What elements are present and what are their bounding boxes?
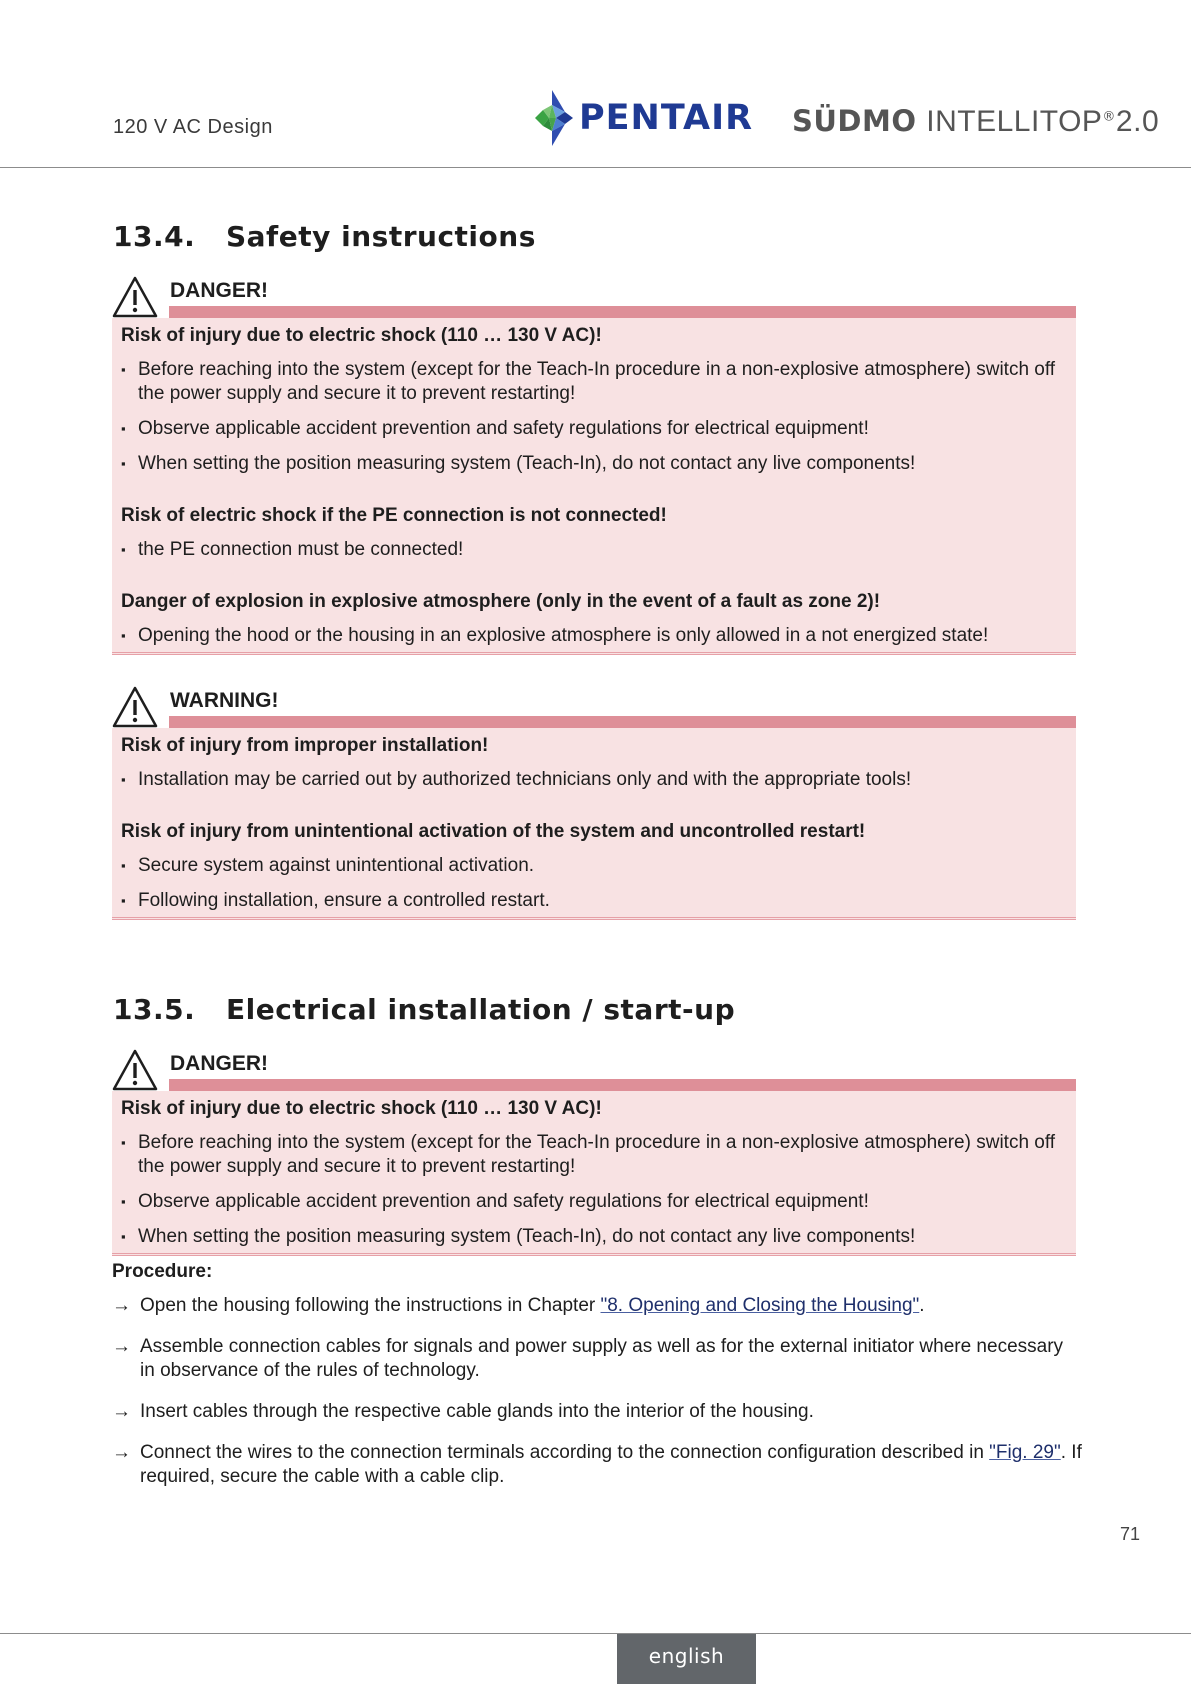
language-tab: english xyxy=(617,1634,756,1684)
product-brand: SÜDMO xyxy=(792,104,917,138)
procedure-block xyxy=(112,1261,1082,1506)
arrow-right-icon: → xyxy=(112,1401,131,1422)
procedure-step xyxy=(112,1335,1082,1383)
procedure-step xyxy=(112,1294,1082,1318)
hazard-heading: Risk of injury from improper installation! xyxy=(121,735,489,756)
step-text: Connect the wires to the connection terminals according to the connection configuration described in xyxy=(140,1442,990,1463)
arrow-right-icon: → xyxy=(112,1442,131,1463)
danger-label: DANGER! xyxy=(170,1052,268,1075)
arrow-right-icon: → xyxy=(112,1295,131,1316)
section-heading-13-4 xyxy=(113,220,536,253)
list-item: ▪ Before reaching into the system (except for the Teach-In procedure in a non-explosive atmosphere) switch off the power supply and secure it to prevent restarting! xyxy=(121,1131,1066,1179)
hazard-heading: Danger of explosion in explosive atmosphere (only in the event of a fault as zone 2)! xyxy=(121,591,881,612)
procedure-title: Procedure: xyxy=(112,1261,213,1282)
fig-29-link[interactable]: "Fig. 29" xyxy=(989,1442,1061,1463)
section-heading-13-5 xyxy=(113,993,735,1026)
procedure-step xyxy=(112,1441,1082,1489)
warning-triangle-icon xyxy=(112,276,158,318)
list-item: ▪ Observe applicable accident prevention and safety regulations for electrical equipment! xyxy=(121,1190,1066,1214)
danger-bar xyxy=(169,306,1076,318)
hazard-heading: Risk of electric shock if the PE connection is not connected! xyxy=(121,505,667,526)
chapter-8-link[interactable]: "8. Opening and Closing the Housing" xyxy=(600,1295,920,1316)
step-text: Assemble connection cables for signals and power supply as well as for the external initiator where necessary in observance of the rules of technology. xyxy=(140,1336,1064,1381)
hazard-heading: Risk of injury due to electric shock (110 … 130 V AC)! xyxy=(121,1098,602,1119)
footer-divider xyxy=(0,1633,1191,1634)
pentair-logo xyxy=(535,90,753,146)
product-name: INTELLITOP xyxy=(926,105,1103,138)
registered-mark: ® xyxy=(1102,109,1116,125)
list-item: ▪ Observe applicable accident prevention and safety regulations for electrical equipment! xyxy=(121,417,1066,441)
list-item: ▪ When setting the position measuring system (Teach-In), do not contact any live components! xyxy=(121,452,1066,476)
hazard-heading: Risk of injury from unintentional activation of the system and uncontrolled restart! xyxy=(121,821,866,842)
warning-label: WARNING! xyxy=(170,689,279,712)
warning-triangle-icon xyxy=(112,686,158,728)
section-title: Safety instructions xyxy=(226,220,536,253)
document-variant: 120 V AC Design xyxy=(113,116,273,138)
list-item: ▪ Following installation, ensure a controlled restart. xyxy=(121,889,1066,913)
section-number: 13.4. xyxy=(113,220,196,253)
warning-triangle-icon xyxy=(112,1049,158,1091)
warning-box-installation xyxy=(112,686,1076,920)
step-text: Insert cables through the respective cable glands into the interior of the housing. xyxy=(140,1401,814,1422)
procedure-step xyxy=(112,1400,1082,1424)
arrow-right-icon: → xyxy=(112,1336,131,1357)
danger-label: DANGER! xyxy=(170,279,268,302)
list-item: ▪ Secure system against unintentional activation. xyxy=(121,854,1066,878)
warning-bar xyxy=(169,716,1076,728)
danger-bar xyxy=(169,1079,1076,1091)
pentair-mark-icon xyxy=(535,90,573,146)
list-item: ▪ the PE connection must be connected! xyxy=(121,538,1066,562)
step-text-end: . xyxy=(919,1295,925,1316)
step-text-end: . If required, secure the cable with a cable clip. xyxy=(140,1442,1082,1487)
hazard-heading: Risk of injury due to electric shock (110 … 130 V AC)! xyxy=(121,325,602,346)
danger-box-electrical xyxy=(112,1049,1076,1256)
danger-box-safety xyxy=(112,276,1076,655)
product-version: 2.0 xyxy=(1115,105,1160,138)
product-title xyxy=(792,104,1159,139)
page-number: 71 xyxy=(1120,1524,1141,1544)
logo-wordmark: PENTAIR xyxy=(579,98,754,138)
list-item: ▪ Before reaching into the system (except for the Teach-In procedure in a non-explosive atmosphere) switch off the power supply and secure it to prevent restarting! xyxy=(121,358,1066,406)
section-number: 13.5. xyxy=(113,993,196,1026)
section-title: Electrical installation / start-up xyxy=(226,993,736,1026)
step-text: Open the housing following the instructions in Chapter xyxy=(140,1295,601,1316)
list-item: ▪ Opening the hood or the housing in an explosive atmosphere is only allowed in a not energized state! xyxy=(121,624,1066,648)
list-item: ▪ Installation may be carried out by authorized technicians only and with the appropriate tools! xyxy=(121,768,1066,792)
header-divider xyxy=(0,167,1191,168)
list-item: ▪ When setting the position measuring system (Teach-In), do not contact any live components! xyxy=(121,1225,1066,1249)
